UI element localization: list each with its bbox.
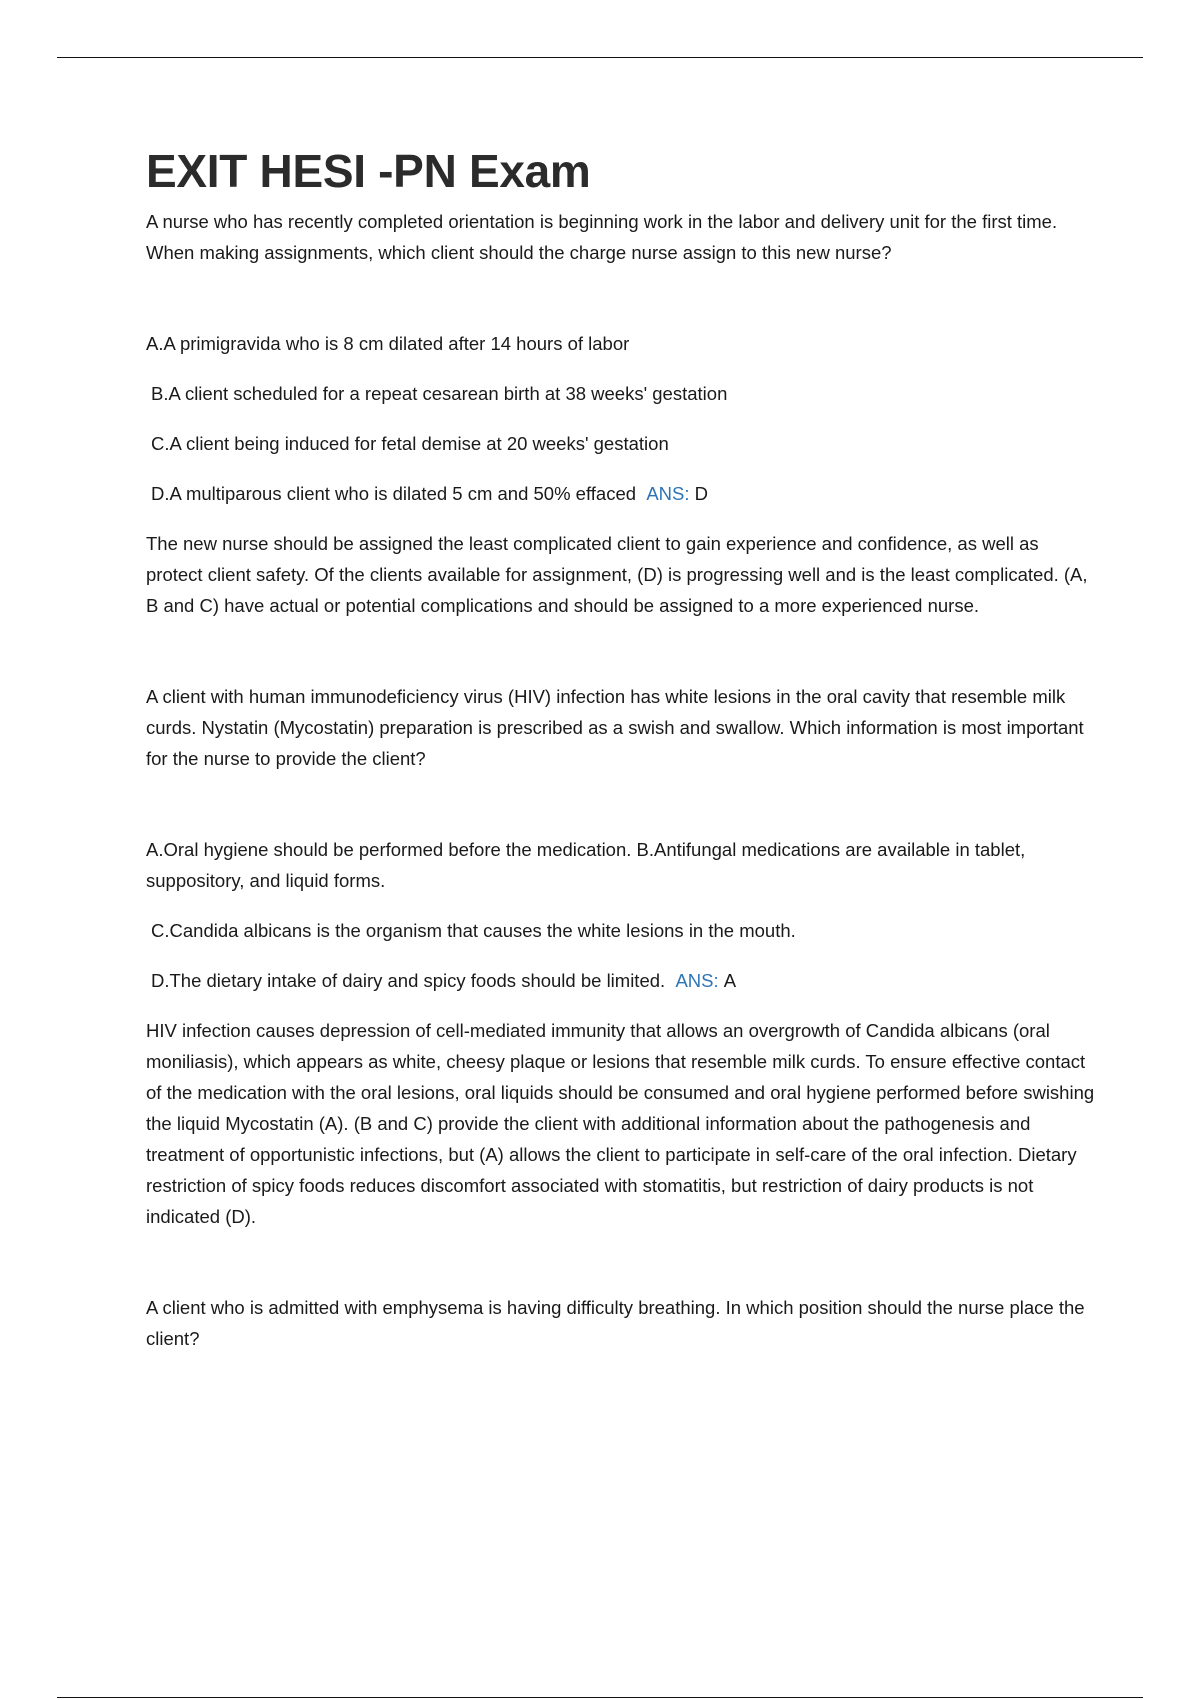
question-2-option-d (146, 965, 1096, 996)
question-2-rationale: HIV infection causes depression of cell-mediated immunity that allows an overgrowth of Candida albicans (oral moniliasis), which appears as white, cheesy plaque or lesions that resemble milk curds. To ensure effective contact of the medication with the oral lesions, oral liquids should be consumed and oral hygiene performed before swishing the liquid Mycostatin (A). (B and C) provide the client with additional information about the pathogenesis and treatment of opportunistic infections, but (A) allows the client to participate in self-care of the oral infection. Dietary restriction of spicy foods reduces discomfort associated with stomatitis, but restriction of dairy products is not indicated (D). (146, 1020, 1095, 1227)
question-2-option-d-text: D.The dietary intake of dairy and spicy foods should be limited. (151, 970, 666, 991)
bottom-rule (57, 1697, 1143, 1698)
question-2-ans-value: A (723, 970, 737, 991)
question-2-options-ab: A.Oral hygiene should be performed before the medication. B.Antifungal medications are available in tablet, suppository, and liquid forms. (146, 839, 1026, 891)
question-1-ans-label: ANS: (646, 483, 690, 504)
question-1-option-d (146, 478, 1096, 509)
question-1-stem: A nurse who has recently completed orientation is beginning work in the labor and delivery unit for the first time. When making assignments, which client should the charge nurse assign to this new nurse? (146, 211, 1058, 263)
document-body (146, 140, 1096, 1354)
question-1-ans-value: D (694, 483, 709, 504)
top-rule (57, 57, 1143, 58)
question-2-stem: A client with human immunodeficiency virus (HIV) infection has white lesions in the oral cavity that resemble milk curds. Nystatin (Mycostatin) preparation is prescribed as a swish and swallow. Which information is most important for the nurse to provide the client? (146, 686, 1084, 769)
question-3-stem: A client who is admitted with emphysema is having difficulty breathing. In which position should the nurse place the client? (146, 1297, 1085, 1349)
question-1-option-d-text: D.A multiparous client who is dilated 5 cm and 50% effaced (151, 483, 637, 504)
question-2-ans-label: ANS: (675, 970, 719, 991)
question-1-rationale: The new nurse should be assigned the least complicated client to gain experience and confidence, as well as protect client safety. Of the clients available for assignment, (D) is progressing well and is the least complicated. (A, B and C) have actual or potential complications and should be assigned to a more experienced nurse. (146, 533, 1088, 616)
question-1-option-c: C.A client being induced for fetal demise at 20 weeks' gestation (151, 433, 669, 454)
question-2-option-c: C.Candida albicans is the organism that causes the white lesions in the mouth. (151, 920, 796, 941)
question-1-option-b: B.A client scheduled for a repeat cesarean birth at 38 weeks' gestation (151, 383, 728, 404)
question-1-option-a: A.A primigravida who is 8 cm dilated after 14 hours of labor (146, 333, 630, 354)
page-title: EXIT HESI -PN Exam (146, 145, 591, 197)
